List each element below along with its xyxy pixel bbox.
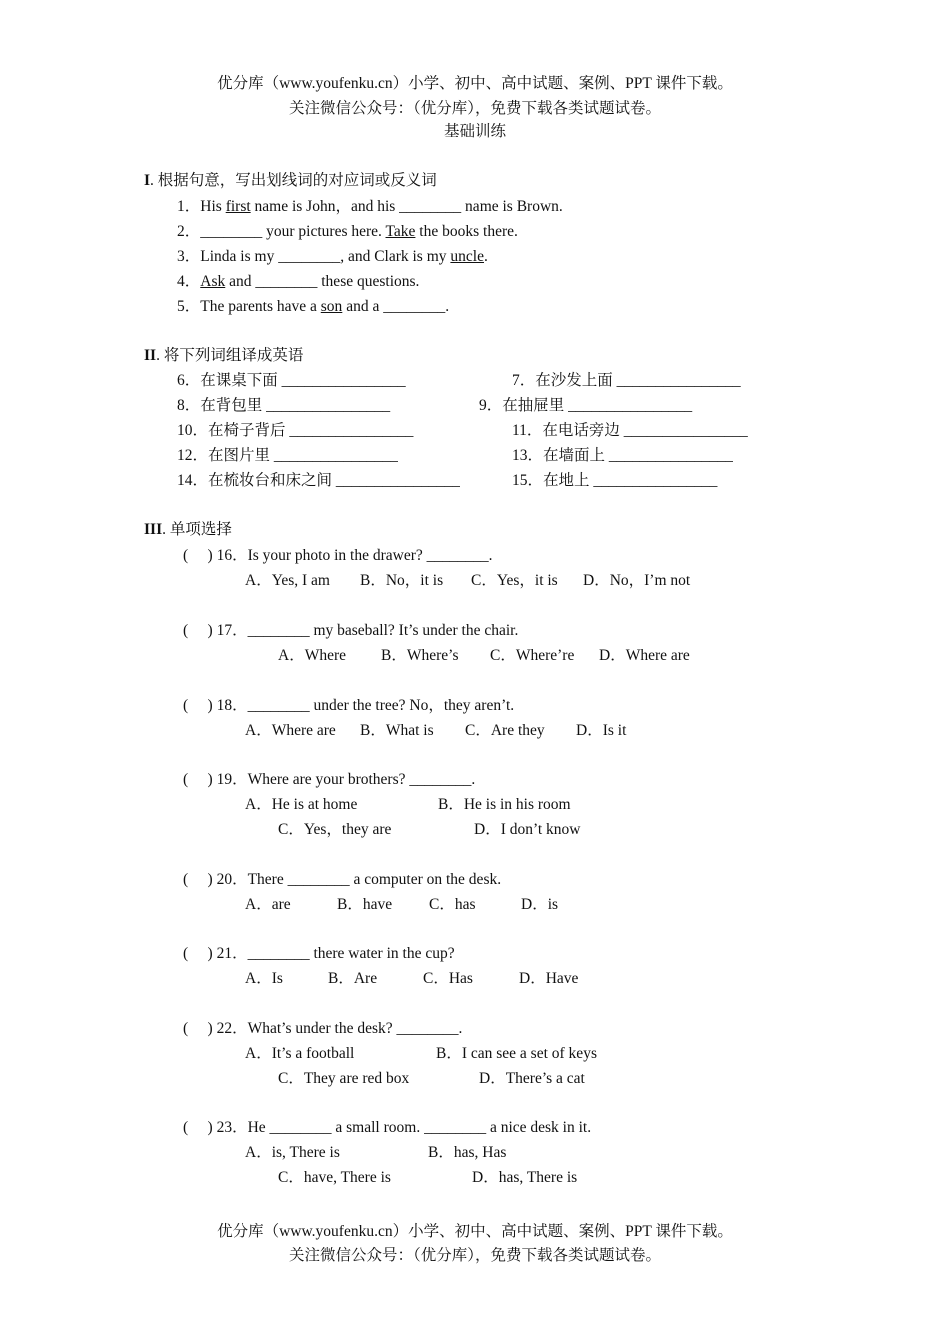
section-1-numeral: I bbox=[144, 172, 151, 189]
option: D．has, There is bbox=[472, 1169, 578, 1186]
question-23-stem: ( ) 23．He ________ a small room. ________ a nice desk in it. bbox=[183, 1119, 592, 1136]
underlined-word: son bbox=[320, 298, 343, 315]
page-title: 基础训练 bbox=[443, 123, 506, 140]
question-text: and a ________. bbox=[342, 298, 450, 315]
footer-line-1: 优分库（www.youfenku.cn）小学、初中、高中试题、案例、PPT 课件下载。 bbox=[217, 1223, 733, 1240]
section-2-heading-text: . 将下列词组译成英语 bbox=[156, 347, 304, 364]
option: C．have, There is bbox=[278, 1169, 391, 1186]
option: C．Has bbox=[423, 970, 473, 987]
section-2-heading bbox=[144, 346, 303, 366]
option: B．have bbox=[337, 896, 393, 913]
option: B．What is bbox=[360, 722, 434, 739]
translation-item: 8．在背包里 ________________ bbox=[177, 397, 391, 414]
translation-item: 13．在墙面上 ________________ bbox=[512, 447, 733, 464]
option: A．He is at home bbox=[245, 796, 358, 813]
translation-item: 7．在沙发上面 ________________ bbox=[512, 372, 741, 389]
option: A．is, There is bbox=[245, 1144, 340, 1161]
option: A．are bbox=[245, 896, 291, 913]
section-3-heading-text: . 单项选择 bbox=[162, 521, 232, 538]
option: B．Are bbox=[328, 970, 378, 987]
option: C．Are they bbox=[465, 722, 545, 739]
question-16-stem: ( ) 16．Is your photo in the drawer? ________. bbox=[183, 547, 493, 564]
footer-line-2: 关注微信公众号：（优分库），免费下载各类试题试卷。 bbox=[288, 1247, 661, 1264]
question-1 bbox=[177, 197, 563, 217]
section-1-heading-text: . 根据句意，写出划线词的对应词或反义词 bbox=[150, 172, 437, 189]
question-20-stem: ( ) 20．There ________ a computer on the desk. bbox=[183, 871, 502, 888]
translation-item: 6．在课桌下面 ________________ bbox=[177, 372, 406, 389]
question-text: . bbox=[483, 248, 488, 265]
option: A．It’s a football bbox=[245, 1045, 355, 1062]
question-number: 3． bbox=[177, 248, 201, 265]
option: A．Is bbox=[245, 970, 283, 987]
option: D．Is it bbox=[576, 722, 627, 739]
option: A．Yes, I am bbox=[245, 572, 330, 589]
question-text: the books there. bbox=[415, 223, 518, 240]
translation-item: 11．在电话旁边 ________________ bbox=[512, 422, 748, 439]
option: C．Yes，they are bbox=[278, 821, 392, 838]
question-number: 5． bbox=[177, 298, 201, 315]
section-2-numeral: II bbox=[144, 347, 157, 364]
translation-item: 15．在地上 ________________ bbox=[512, 472, 718, 489]
question-22-stem: ( ) 22．What’s under the desk? ________. bbox=[183, 1020, 463, 1037]
option: B．has, Has bbox=[428, 1144, 507, 1161]
underlined-word: uncle bbox=[450, 248, 484, 265]
option: B．Where’s bbox=[381, 647, 459, 664]
option: D．I don’t know bbox=[474, 821, 581, 838]
section-3-heading bbox=[144, 520, 232, 540]
option: C．Yes，it is bbox=[471, 572, 558, 589]
option: D．Where are bbox=[599, 647, 690, 664]
question-text: name is John，and his ________ name is Brown. bbox=[250, 198, 563, 215]
translation-item: 9．在抽屉里 ________________ bbox=[479, 397, 693, 414]
option: D．No，I’m not bbox=[583, 572, 691, 589]
question-number: 4． bbox=[177, 273, 201, 290]
question-text: The parents have a bbox=[200, 298, 321, 315]
question-number: 2． bbox=[177, 223, 201, 240]
underlined-word: Ask bbox=[200, 273, 226, 290]
option: B．I can see a set of keys bbox=[436, 1045, 597, 1062]
question-text: ________ your pictures here. bbox=[200, 223, 386, 240]
option: A．Where bbox=[278, 647, 346, 664]
question-5 bbox=[177, 297, 449, 317]
option: A．Where are bbox=[245, 722, 336, 739]
option: B．He is in his room bbox=[438, 796, 571, 813]
underlined-word: first bbox=[225, 198, 251, 215]
header-line-2: 关注微信公众号：（优分库），免费下载各类试题试卷。 bbox=[288, 100, 661, 117]
question-text: Linda is my ________, and Clark is my bbox=[200, 248, 451, 265]
question-4 bbox=[177, 272, 419, 292]
translation-item: 14．在梳妆台和床之间 ________________ bbox=[177, 472, 460, 489]
question-2 bbox=[177, 222, 518, 242]
header-line-1: 优分库（www.youfenku.cn）小学、初中、高中试题、案例、PPT 课件下载。 bbox=[217, 75, 733, 92]
question-number: 1． bbox=[177, 198, 201, 215]
question-text: and ________ these questions. bbox=[225, 273, 420, 290]
underlined-word: Take bbox=[385, 223, 416, 240]
question-18-stem: ( ) 18．________ under the tree? No，they aren’t. bbox=[183, 697, 515, 714]
section-1-heading bbox=[144, 171, 437, 191]
section-3-numeral: III bbox=[144, 521, 163, 538]
question-21-stem: ( ) 21．________ there water in the cup? bbox=[183, 945, 455, 962]
translation-item: 10．在椅子背后 ________________ bbox=[177, 422, 414, 439]
question-17-stem: ( ) 17．________ my baseball? It’s under the chair. bbox=[183, 622, 519, 639]
option: D．Have bbox=[519, 970, 579, 987]
translation-item: 12．在图片里 ________________ bbox=[177, 447, 398, 464]
question-text: His bbox=[200, 198, 226, 215]
question-19-stem: ( ) 19．Where are your brothers? ________. bbox=[183, 771, 476, 788]
option: C．Where’re bbox=[490, 647, 575, 664]
question-3 bbox=[177, 247, 488, 267]
option: D．There’s a cat bbox=[479, 1070, 585, 1087]
option: B．No，it is bbox=[360, 572, 444, 589]
option: D．is bbox=[521, 896, 559, 913]
option: C．They are red box bbox=[278, 1070, 410, 1087]
option: C．has bbox=[429, 896, 476, 913]
